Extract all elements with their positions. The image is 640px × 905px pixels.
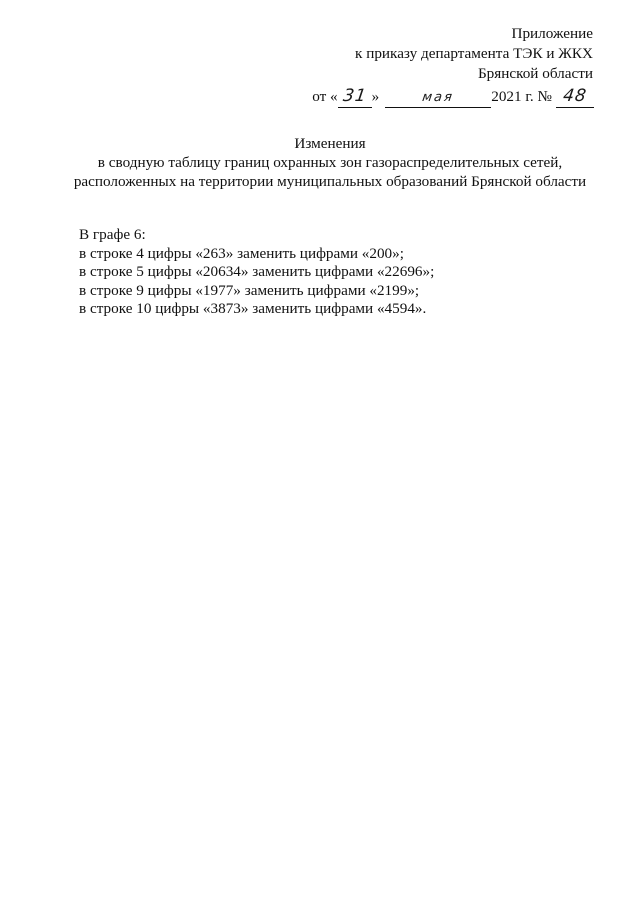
number-field: [556, 87, 594, 108]
change-item: в строке 5 цифры «20634» заменить цифрами «22696»;: [79, 263, 435, 281]
title-heading: Изменения: [294, 135, 366, 152]
handwritten-day: 31: [341, 86, 368, 106]
title-subline-2: расположенных на территории муниципальных образований Брянской области: [73, 173, 587, 190]
document-title: [60, 134, 600, 191]
year-and-number-label: 2021 г. №: [491, 88, 552, 105]
change-item: в строке 10 цифры «3873» заменить цифрами «4594».: [79, 300, 427, 318]
day-field: [338, 87, 372, 108]
order-date-line: [312, 84, 594, 108]
order-reference: к приказу департамента ТЭК и ЖКХ: [355, 45, 593, 62]
date-prefix: от «: [312, 88, 338, 105]
date-quote-close: »: [371, 88, 380, 105]
handwritten-month: мая: [421, 90, 456, 105]
changes-list: [79, 226, 434, 319]
month-field: [385, 87, 491, 108]
title-subline-1: в сводную таблицу границ охранных зон газораспределительных сетей,: [97, 154, 563, 171]
appendix-header: [355, 24, 593, 84]
appendix-label: Приложение: [511, 25, 593, 42]
change-item: в строке 4 цифры «263» заменить цифрами «200»;: [79, 244, 404, 262]
handwritten-number: 48: [561, 86, 589, 106]
column-intro: В графе 6:: [79, 226, 146, 243]
region-name: Брянской области: [477, 65, 593, 82]
change-item: в строке 9 цифры «1977» заменить цифрами «2199»;: [79, 281, 420, 299]
